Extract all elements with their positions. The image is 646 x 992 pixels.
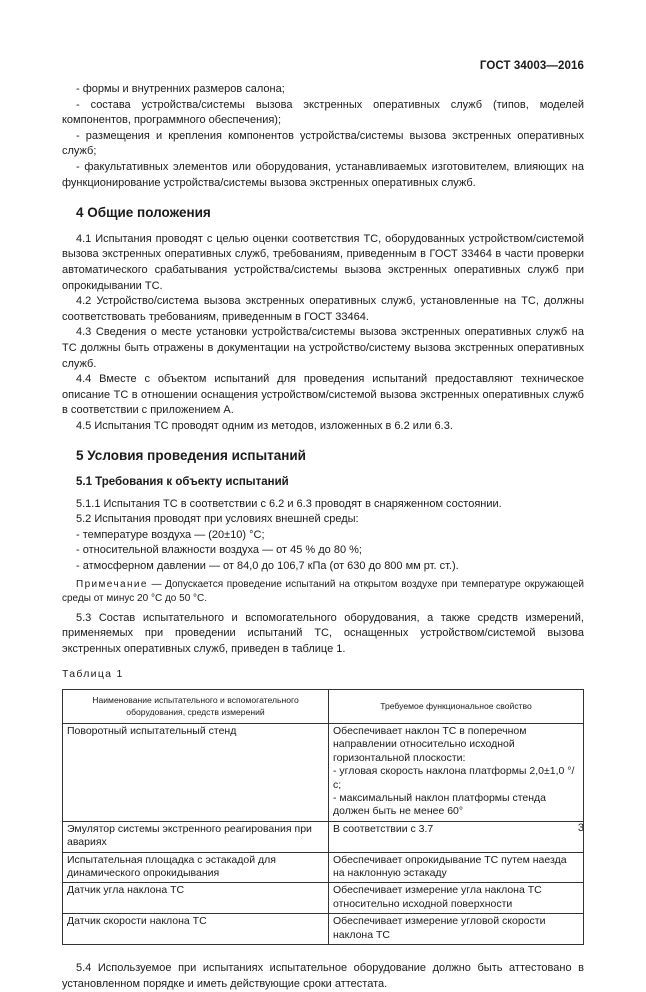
paragraph-4-4: 4.4 Вместе с объектом испытаний для проведения испытаний предоставляют техническое описание ТС в отношении оснащения устройством/системой вызова экстренных оперативных служб в соответствии с приложением А. [62, 373, 584, 417]
table-header-row [63, 690, 584, 724]
condition-item: - атмосферном давлении — от 84,0 до 106,7 кПа (от 630 до 800 мм рт. ст.). [76, 560, 459, 573]
condition-item: - температуре воздуха — (20±10) °С; [76, 528, 265, 541]
intro-item: - формы и внутренних размеров салона; [76, 83, 285, 95]
table-row [63, 724, 584, 822]
table-cell: Обеспечивает измерение угла наклона ТС относительно исходной поверхности [329, 883, 584, 914]
note-text: — Допускается проведение испытаний на открытом воздухе при температуре окружающей среды от минус 20 °С до 50 °С. [62, 578, 584, 604]
intro-item: - состава устройства/системы вызова экстренных оперативных служб (типов, моделей компонентов, программного обеспечения); [62, 98, 584, 127]
table-cell: Обеспечивает наклон ТС в поперечном направлении относительно исходной горизонтальной плоскости: - угловая скорость наклона платформы 2,0±1,0 °/с; - максимальный наклон платформы стенда должен быть не менее 60° [329, 724, 584, 822]
equipment-table [62, 689, 584, 945]
condition-item: - относительной влажности воздуха — от 45 % до 80 %; [76, 544, 362, 557]
note-label: Примечание [76, 578, 148, 590]
paragraph-4-2: 4.2 Устройство/система вызова экстренных оперативных служб, установленные на ТС, должны соответствовать требованиям, приведенным в ГОСТ 33464. [62, 295, 584, 323]
table-row [63, 883, 584, 914]
table-cell: Поворотный испытательный стенд [63, 724, 329, 822]
note [62, 578, 584, 606]
paragraph-5-4: 5.4 Используемое при испытаниях испытательное оборудование должно быть аттестовано в установленном порядке и иметь действующие сроки аттестата. [62, 962, 584, 990]
table-cell: Испытательная площадка с эстакадой для динамического опрокидывания [63, 852, 329, 883]
subsection-5-1-title: 5.1 Требования к объекту испытаний [76, 476, 289, 489]
table-cell: Эмулятор системы экстренного реагирования при авариях [63, 821, 329, 852]
page-number: 3 [577, 822, 584, 834]
page-content [62, 82, 584, 992]
section-5-title: 5 Условия проведения испытаний [76, 448, 306, 464]
table-row [63, 852, 584, 883]
table-cell: Датчик угла наклона ТС [63, 883, 329, 914]
table-caption: Таблица 1 [62, 668, 124, 681]
document-header: ГОСТ 34003—2016 [479, 60, 584, 72]
table-header-cell: Требуемое функциональное свойство [329, 690, 584, 724]
table-header-cell: Наименование испытательного и вспомогательного оборудования, средств измерений [63, 690, 329, 724]
table-row [63, 821, 584, 852]
paragraph-4-1: 4.1 Испытания проводят с целью оценки соответствия ТС, оборудованных устройством/системой вызова экстренных оперативных служб, требованиям, приведенным в ГОСТ 33464 в части проверки автоматического срабатывания устройства/системы вызова экстренных оперативных служб при опрокидывании ТС. [62, 232, 584, 292]
paragraph-4-5: 4.5 Испытания ТС проводят одним из методов, изложенных в 6.2 или 6.3. [76, 419, 453, 432]
table-cell: Датчик скорости наклона ТС [63, 914, 329, 945]
intro-item: - размещения и крепления компонентов устройства/системы вызова экстренных оперативных служб; [62, 129, 584, 158]
table-row [63, 914, 584, 945]
paragraph-5-3: 5.3 Состав испытательного и вспомогательного оборудования, а также средств измерений, применяемых при проведении испытаний ТС, оснащенных устройством/системой вызова экстренных оперативных служб, приведен в таблице 1. [62, 611, 584, 655]
paragraph-5-2: 5.2 Испытания проводят при условиях внешней среды: [76, 513, 359, 526]
table-cell: В соответствии с 3.7 [329, 821, 584, 852]
section-4-title: 4 Общие положения [76, 205, 211, 221]
paragraph-4-3: 4.3 Сведения о месте установки устройства/системы вызова экстренных оперативных служб на ТС должны быть отражены в документации на устройство/систему вызова экстренных оперативных служб. [62, 326, 584, 370]
paragraph-5-1-1: 5.1.1 Испытания ТС в соответствии с 6.2 и 6.3 проводят в снаряженном состоянии. [76, 497, 502, 510]
intro-item: - факультативных элементов или оборудования, устанавливаемых изготовителем, влияющих на функционирование устройства/системы вызова экстренных оперативных служб. [62, 160, 584, 189]
table-cell: Обеспечивает опрокидывание ТС путем наезда на наклонную эстакаду [329, 852, 584, 883]
table-cell: Обеспечивает измерение угловой скорости наклона ТС [329, 914, 584, 945]
